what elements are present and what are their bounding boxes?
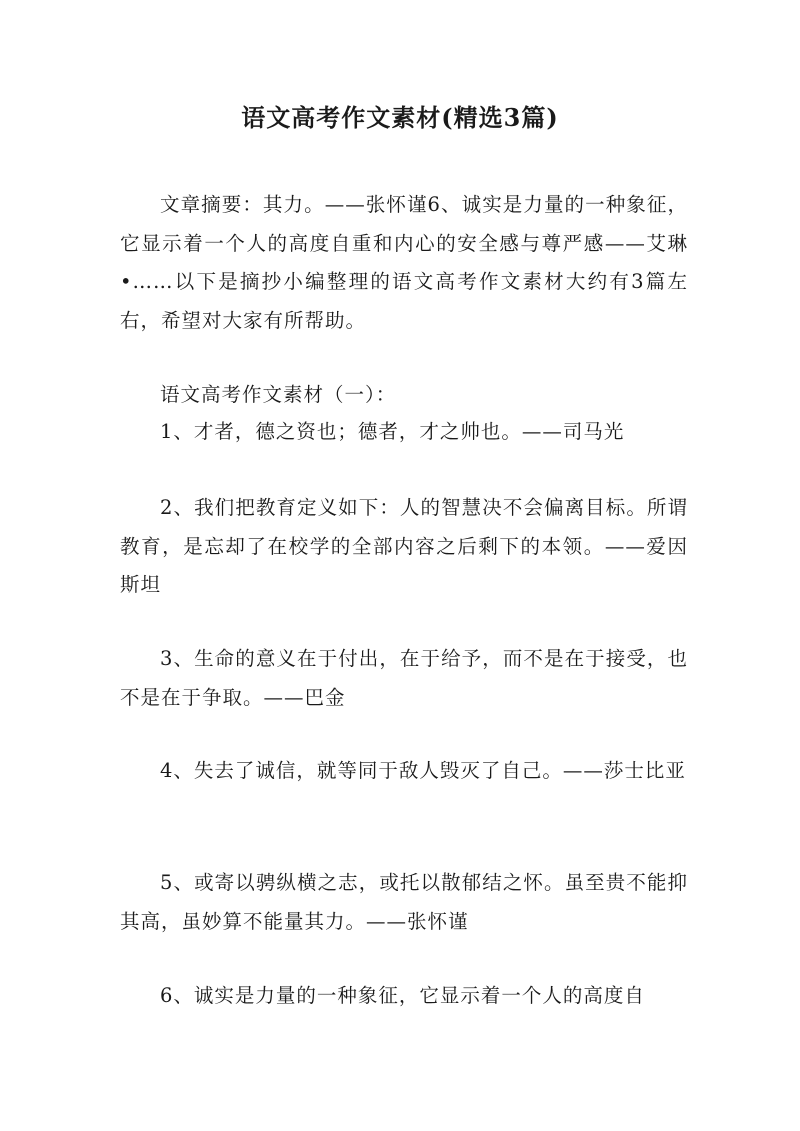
quote-item: 5、或寄以骋纵横之志，或托以散郁结之怀。虽至贵不能抑其高，虽妙算不能量其力。——张怀谨	[120, 871, 688, 933]
quote-item: 1、才者，德之资也；德者，才之帅也。——司马光	[160, 420, 625, 443]
abstract-paragraph: 文章摘要：其力。——张怀谨6、诚实是力量的一种象征，它显示着一个人的高度自重和内心的安全感与尊严感——艾琳•……以下是摘抄小编整理的语文高考作文素材大约有3篇左右，希望对大家有所帮助。	[120, 193, 688, 332]
quote-item: 6、诚实是力量的一种象征，它显示着一个人的高度自	[160, 984, 645, 1007]
quote-item: 2、我们把教育定义如下：人的智慧决不会偏离目标。所谓教育，是忘却了在校学的全部内容之后剩下的本领。——爱因斯坦	[120, 496, 688, 596]
quote-item: 4、失去了诚信，就等同于敌人毁灭了自己。——莎士比亚	[160, 759, 686, 782]
document-title: 语文高考作文素材(精选3篇)	[241, 103, 559, 132]
quote-item: 3、生命的意义在于付出，在于给予，而不是在于接受，也不是在于争取。——巴金	[120, 647, 688, 709]
section-heading: 语文高考作文素材（一）：	[160, 383, 397, 406]
